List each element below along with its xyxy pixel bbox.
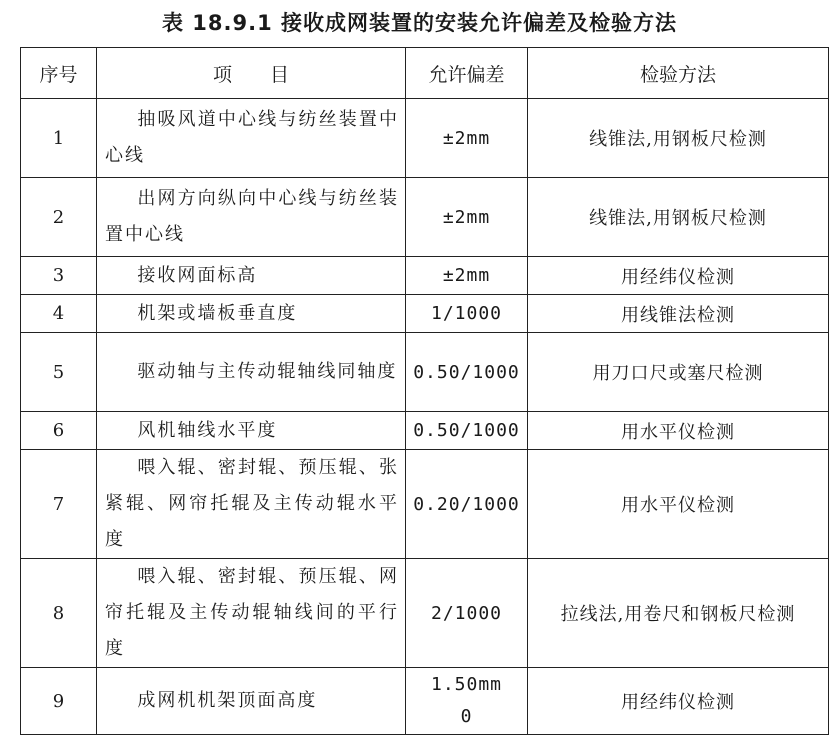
table-row (21, 295, 829, 333)
tolerance-table (20, 47, 829, 735)
row-tolerance: 0.50/1000 (406, 412, 528, 450)
row-no: 4 (21, 295, 97, 333)
row-tolerance: ±2mm (406, 257, 528, 295)
row-method: 用水平仪检测 (528, 450, 829, 559)
row-item: 风机轴线水平度 (137, 419, 278, 441)
row-method: 线锥法,用钢板尺检测 (528, 178, 829, 257)
row-no: 6 (21, 412, 97, 450)
table-row (21, 450, 829, 559)
table-row (21, 178, 829, 257)
row-tolerance (406, 668, 528, 735)
row-no: 7 (21, 450, 97, 559)
table-row (21, 257, 829, 295)
row-item: 出网方向纵向中心线与纺丝装置中心线 (105, 188, 399, 245)
header-no: 序号 (21, 48, 97, 99)
row-no: 3 (21, 257, 97, 295)
row-tolerance: 2/1000 (406, 559, 528, 668)
row-no: 5 (21, 333, 97, 412)
table-row (21, 412, 829, 450)
table-title: 表 18.9.1 接收成网装置的安装允许偏差及检验方法 (161, 11, 678, 35)
row-method: 用线锥法检测 (528, 295, 829, 333)
row-tolerance: ±2mm (406, 178, 528, 257)
row-tolerance: 1/1000 (406, 295, 528, 333)
row-tolerance: ±2mm (406, 99, 528, 178)
row-item: 驱动轴与主传动辊轴线同轴度 (137, 361, 398, 382)
row-tolerance: 0.20/1000 (406, 450, 528, 559)
table-row (21, 559, 829, 668)
row-method: 线锥法,用钢板尺检测 (528, 99, 829, 178)
row-method: 用刀口尺或塞尺检测 (528, 333, 829, 412)
row-item: 接收网面标高 (137, 264, 258, 286)
row-item: 喂入辊、密封辊、预压辊、张紧辊、网帘托辊及主传动辊水平度 (105, 457, 399, 550)
row-tolerance-line: 0 (460, 706, 473, 727)
header-item: 项 目 (97, 48, 406, 99)
table-row (21, 668, 829, 735)
row-item: 机架或墙板垂直度 (137, 302, 298, 324)
header-tolerance: 允许偏差 (406, 48, 528, 99)
row-method: 用水平仪检测 (528, 412, 829, 450)
row-item: 喂入辊、密封辊、预压辊、网帘托辊及主传动辊轴线间的平行度 (105, 566, 399, 659)
row-tolerance-line: 1.50mm (430, 674, 503, 695)
row-no: 8 (21, 559, 97, 668)
row-no: 2 (21, 178, 97, 257)
row-no: 9 (21, 668, 97, 735)
table-row (21, 99, 829, 178)
row-method: 拉线法,用卷尺和钢板尺检测 (528, 559, 829, 668)
row-item: 成网机机架顶面高度 (137, 690, 318, 711)
row-method: 用经纬仪检测 (528, 668, 829, 735)
row-tolerance: 0.50/1000 (406, 333, 528, 412)
row-no: 1 (21, 99, 97, 178)
row-item: 抽吸风道中心线与纺丝装置中心线 (105, 109, 399, 166)
row-method: 用经纬仪检测 (528, 257, 829, 295)
header-method: 检验方法 (528, 48, 829, 99)
table-header-row (21, 48, 829, 99)
table-row (21, 333, 829, 412)
